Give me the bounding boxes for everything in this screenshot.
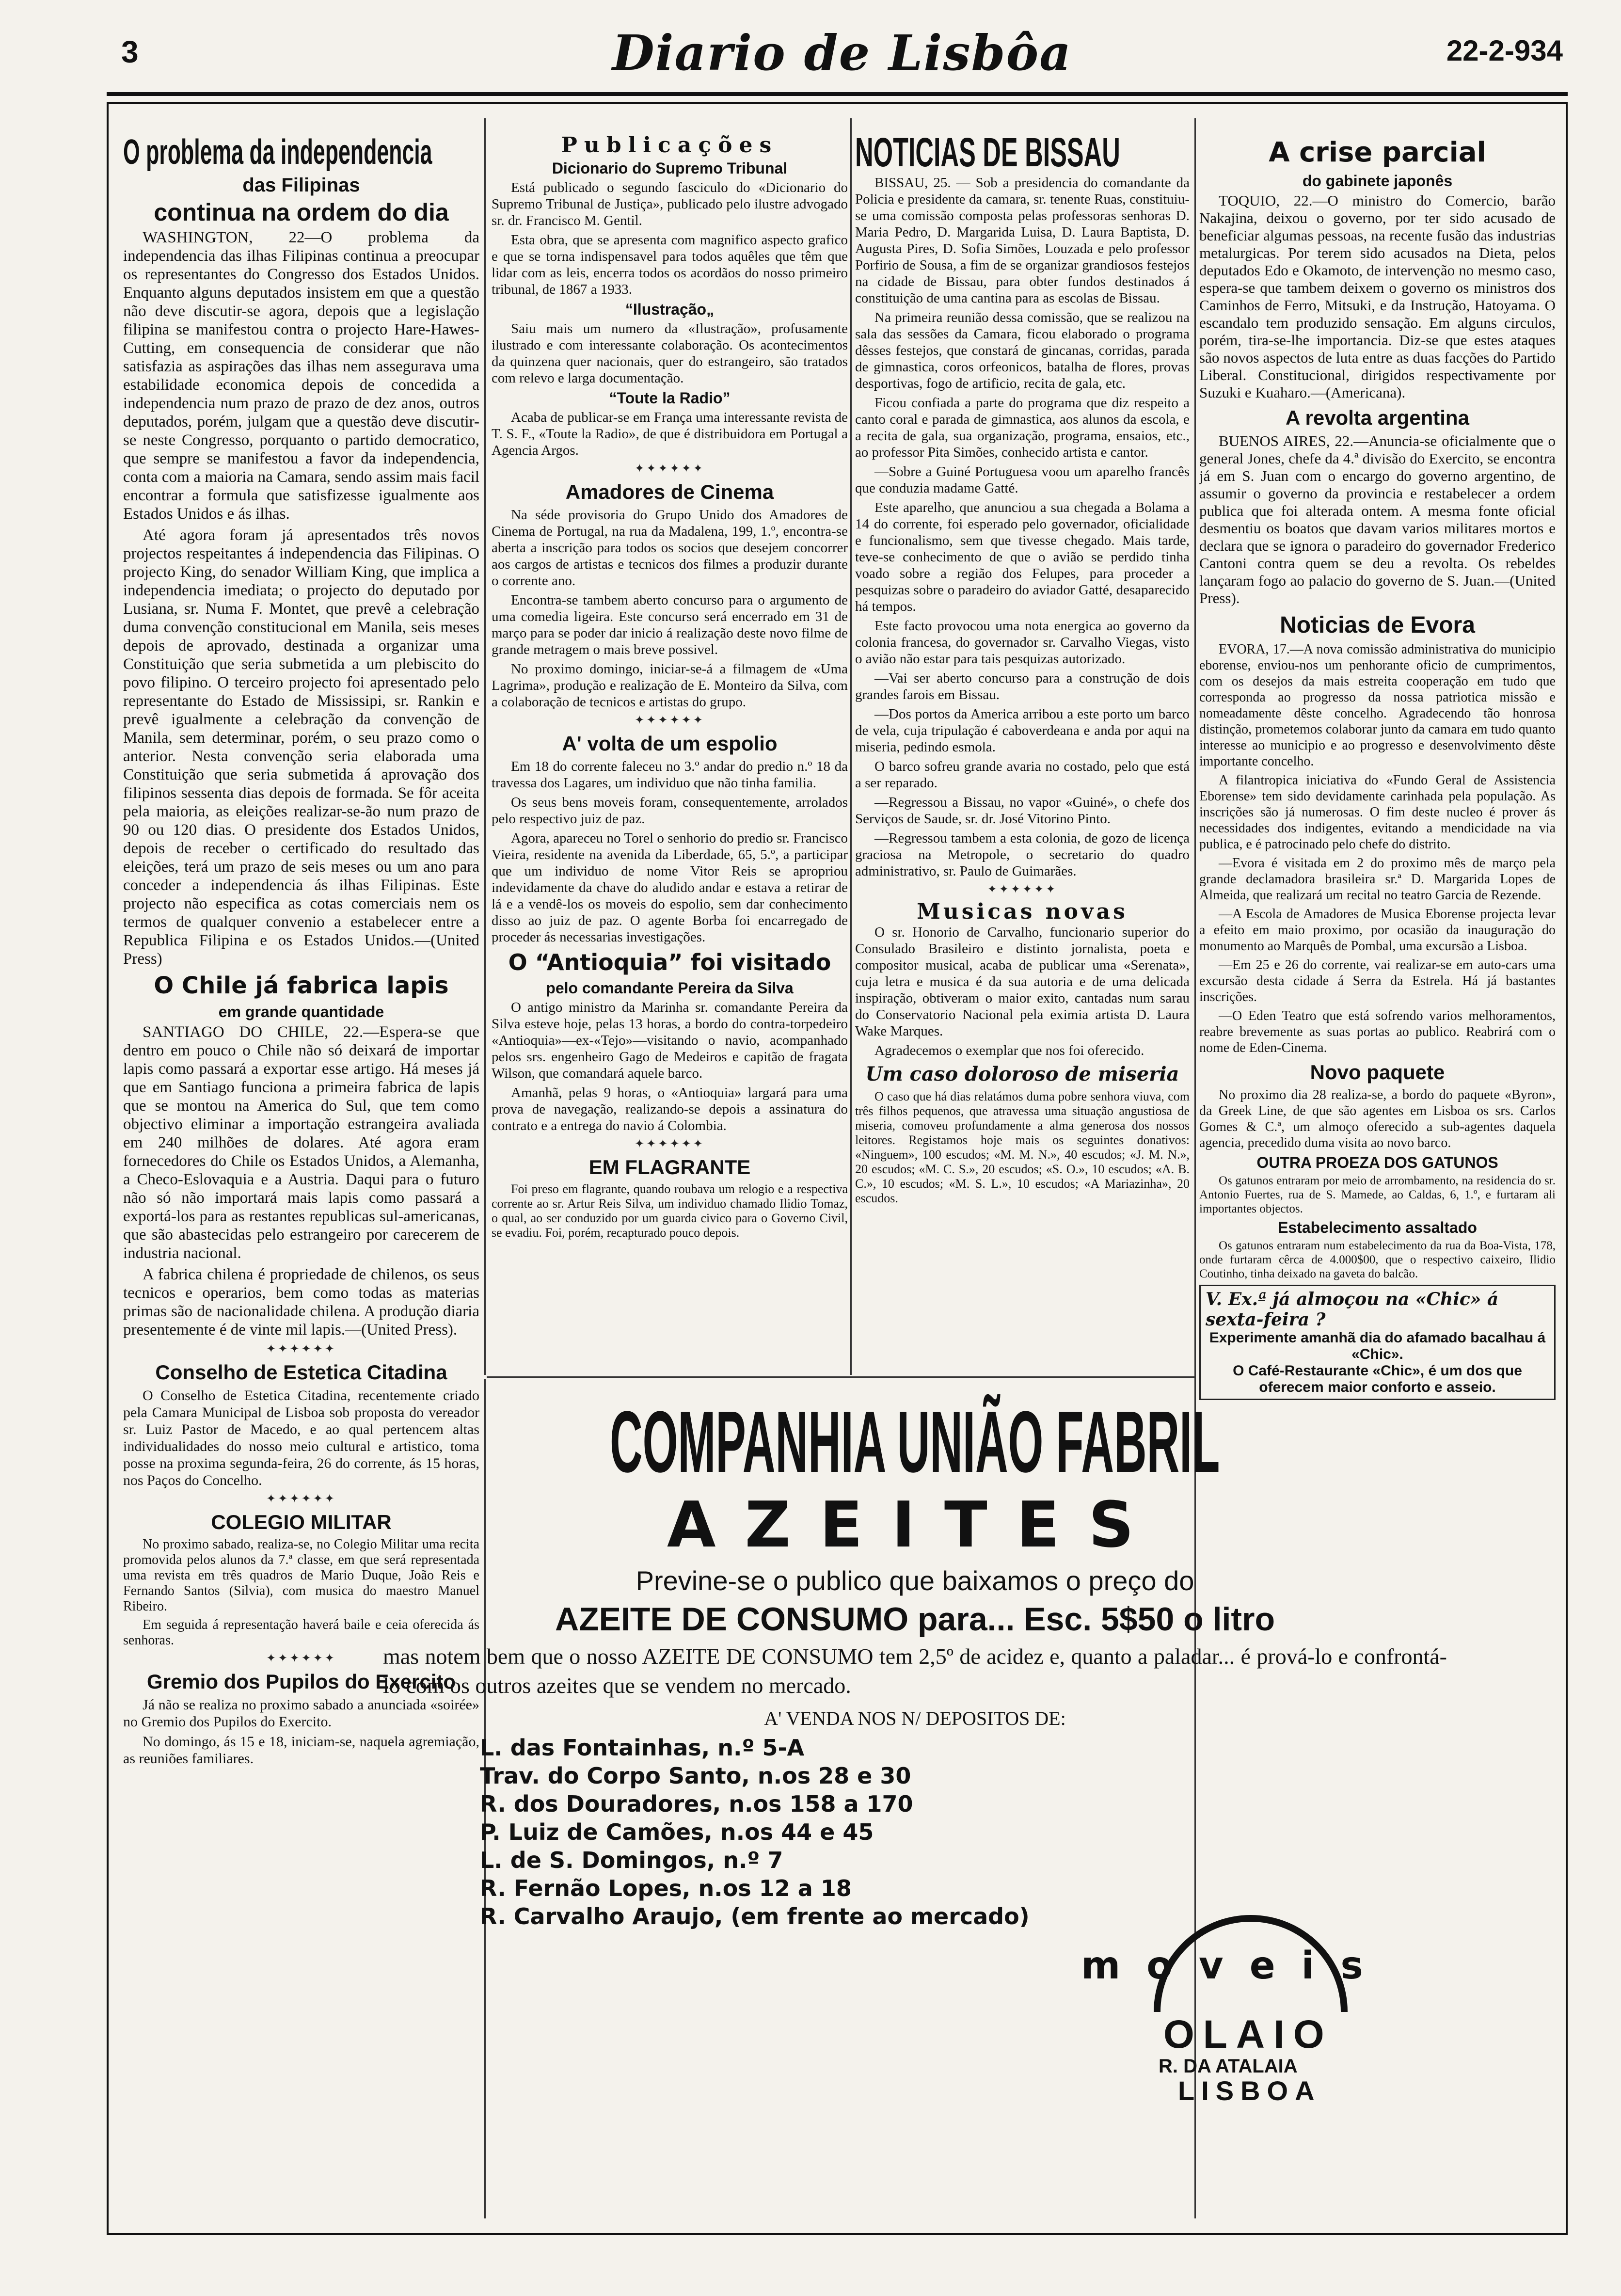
article-paragraph: Encontra-se tambem aberto concurso para o argumento de uma comedia ligeira. Este concurso será encerrado em 31 de março para se poder dar inicio á realização deste novo filme de grande metragem o mais breve possivel. xyxy=(492,592,848,657)
article-paragraph: WASHINGTON, 22—O problema da independencia das ilhas Filipinas continua a preocupar os representantes do Congresso dos Estados Unidos. Enquanto alguns deputados insistem em que a questão não deve discutir-se agora, depois que a legislação filipina se manifestou contra o projecto Hare-Hawes-Cutting, em consequencia de considerar que não satisfazia as aspirações das ilhas nem assegurava uma estabilidade economica depois de concedida a independencia num prazo de prazo de dez anos, outros deputados, porém, julgam que a questão deve discutir-se neste Congresso, porquanto o partido democratico, que sempre se manifestou a favor da independencia, conta com a maioria na Camara, sendo assim mais facil encontrar a formula que satisfizesse igualmente aos Estados Unidos e ás ilhas. xyxy=(123,229,479,523)
article-paragraph: SANTIAGO DO CHILE, 22.—Espera-se que dentro em pouco o Chile não só deixará de importar lapis como passará a exportar esse artigo. Há meses já que em Santiago funciona a primeira fabrica de lapis que se montou na America do Sul, que tem como objectivo eliminar a importação estrangeira avaliada em 240 milhões de dolares. Até agora eram fornecedores do Chile os Estados Unidos, a Alemanha, a Checo-Eslovaquia e a Austria. Daqui para o futuro não só não importará mais lapis como passará a exportá-los para as restantes republicas sul-americanas, que são abastecidas pelo estrangeiro por carecerem de industria nacional. xyxy=(123,1023,479,1262)
headline-bissau: NOTICIAS DE BISSAU xyxy=(855,133,1120,175)
article-paragraph: —Em 25 e 26 do corrente, vai realizar-se em auto-cars uma excursão desta cidade á Serra da Estrela. Há já bastantes inscrições. xyxy=(1199,957,1556,1004)
page-number: 3 xyxy=(121,34,139,69)
article-paragraph: Este facto provocou uma nota energica ao governo da colonia francesa, do governador sr. Carvalho Viegas, visto o avião não estar para tais pesquizas autorizado. xyxy=(855,618,1190,667)
headline-revolta-argentina: A revolta argentina xyxy=(1286,406,1469,429)
headline-amadores-cinema: Amadores de Cinema xyxy=(565,480,774,503)
article-paragraph: BUENOS AIRES, 22.—Anuncia-se oficialmente que o general Jones, chefe da 4.ª divisão do Exercito, se encontra já em S. Juan com o encargo do governo argentino, de assumir o governo da provincia e restabelecer a ordem publica que foi alterada ontem. A mesma fonte oficial desmentiu os boatos que davam varios militares mortos e declara que se ignora o paradeiro do governador Frederico Cantoni contra quem se deu a revolta. Os rebeldes lançaram fogo ao palacio do governo de S. Juan.—(United Press). xyxy=(1199,432,1556,606)
headline-flagrante: EM FLAGRANTE xyxy=(588,1156,751,1179)
headline-espolio: A' volta de um espolio xyxy=(562,732,778,755)
article-paragraph: O antigo ministro da Marinha sr. comandante Pereira da Silva esteve hoje, pelas 13 horas, a bordo do contra-torpedeiro «Antioquia»—ex-«Tejo»—visitando o navio, acompanhado pelos srs. engenheiro Gago de Medeiros e capitão de fragata Wilson, que comandará aquele barco. xyxy=(492,1000,848,1081)
article-paragraph: Os seus bens moveis foram, consequentemente, arrolados pelo respectivo juiz de paz. xyxy=(492,795,848,827)
article-paragraph: Na primeira reunião dessa comissão, que se realizou na sala das sessões da Camara, ficou elaborado o programa dêsses festejos, que constará de gincanas, corridas, parada de gimnastica, coros orfeonicos, batalha de flores, provas desportivas, fogo de artificio, recita de gala, etc. xyxy=(855,310,1190,391)
article-paragraph: Os gatunos entraram por meio de arrombamento, na residencia do sr. Antonio Fuertes, rua de S. Mamede, ao Caldas, 6, 1.º, e furtaram ali importantes objectos. xyxy=(1199,1174,1556,1215)
headline-crise-parcial: A crise parcial xyxy=(1269,137,1486,168)
ad-depot: P. Luiz de Camões, n.os 44 e 45 xyxy=(480,1819,874,1845)
article-paragraph: No proximo sabado, realiza-se, no Colegio Militar uma recita promovida pelos alunos da 7.ª classe, em que será representada uma revista em três quadros de Mario Duque, João Reis e Fernando Santos (Silvia), com musica do maestro Manuel Ribeiro. xyxy=(123,1537,479,1614)
article-paragraph: O sr. Honorio de Carvalho, funcionario superior do Consulado Brasileiro e distinto jornalista, poeta e compositor musical, acaba de publicar uma «Serenata», cuja letra e musica é da sua autoria e de uma delicada inspiração, obtiveram o maior exito, cantadas num sarau do Conservatorio Nacional pela eximia artista D. Laura Wake Marques. xyxy=(855,925,1190,1039)
article-paragraph: O barco sofreu grande avaria no costado, pelo que está a ser reparado. xyxy=(855,759,1190,791)
article-paragraph: —Dos portos da America arribou a este porto um barco de vela, cuja tripulação é caboverdeana e anda por aqui na miseria, pedindo esmola. xyxy=(855,706,1190,755)
headline-novo-paquete: Novo paquete xyxy=(1310,1061,1445,1084)
headline-gremio: Gremio dos Pupilos do Exercito xyxy=(146,1670,456,1693)
headline-estabelecimento: Estabelecimento assaltado xyxy=(1278,1219,1477,1236)
article-paragraph: No proximo domingo, iniciar-se-á a filmagem de «Uma Lagrima», produção e realização de E. Monteiro da Silva, com a colaboração de tecnicos e artistas do grupo. xyxy=(492,661,848,710)
article-paragraph: Já não se realiza no proximo sabado a anunciada «soirée» no Gremio dos Pupilos do Exercito. xyxy=(123,1697,479,1730)
headline-estetica: Conselho de Estetica Citadina xyxy=(155,1361,447,1384)
ad-depots-title: A' VENDA NOS N/ DEPOSITOS DE: xyxy=(764,1707,1066,1729)
ornament-divider: ✦✦✦✦✦✦ xyxy=(987,883,1058,896)
ad-depot-list xyxy=(480,1734,1447,1930)
article-paragraph: —Evora é visitada em 2 do proximo mês de março pela grande declamadora brasileira sr.ª D. Margarida Lopes de Almeida, que realizará um recital no teatro Garcia de Rezende. xyxy=(1199,856,1556,903)
ad-company-name: COMPANHIA UNIÃO FABRIL xyxy=(610,1393,1220,1491)
ad-price: AZEITE DE CONSUMO para... Esc. 5$50 o litro xyxy=(555,1601,1275,1638)
subheadline: continua na ordem do dia xyxy=(154,199,449,226)
article-paragraph: Foi preso em flagrante, quando roubava um relogio e a respectiva corrente ao sr. Artur Reis Silva, um individuo chamado Ilidio Tomaz, o qual, ao ser conduzido por um guarda civico para o Governo Civil, se evadiu. Foi, porém, recapturado pouco depois. xyxy=(492,1182,848,1240)
column-3 xyxy=(855,133,1190,1365)
article-paragraph: —Regressou a Bissau, no vapor «Guiné», o chefe dos Serviços de Saude, sr. dr. José Vitorino Pinto. xyxy=(855,795,1190,827)
article-paragraph: EVORA, 17.—A nova comissão administrativa do municipio eborense, enviou-nos um penhorante oficio de cumprimentos, com os desejos da mais estreita cooperação em tudo que corresponda ao progresso da nossa patriotica missão e nomeadamente dêste concelho. Agradecendo tão honrosa distinção, prometemos colaborar junto da camara em tudo quanto interesse ao municipio e ao progresso e desenvolvimento dêste importante concelho. xyxy=(1199,642,1556,769)
article-paragraph: Em 18 do corrente faleceu no 3.º andar do predio n.º 18 da travessa dos Lagares, um individuo que não tinha familia. xyxy=(492,759,848,791)
article-paragraph: —Regressou tambem a esta colonia, de gozo de licença graciosa na Metropole, o secretario do quadro administrativo, sr. Paulo de Guimarães. xyxy=(855,830,1190,879)
ad-notice: Previne-se o publico que baixamos o preço do xyxy=(636,1565,1194,1596)
ornament-divider: ✦✦✦✦✦✦ xyxy=(266,1493,336,1505)
issue-date: 22-2-934 xyxy=(1446,34,1563,67)
column-divider xyxy=(484,118,486,1375)
ad-depot: L. de S. Domingos, n.º 7 xyxy=(480,1847,783,1873)
article-paragraph: O Conselho de Estetica Citadina, recentemente criado pela Camara Municipal de Lisboa sob proposta do vereador sr. Luiz Pastor de Macedo, e ao qual pertencem altas individualidades do nosso meio cultural e artistico, toma posse na proxima segunda-feira, 26 do corrente, ás 15 horas, nos Paços do Concelho. xyxy=(123,1387,479,1488)
olaio-brand: OLAIO xyxy=(1163,2012,1333,2057)
article-paragraph: Os gatunos entraram num estabelecimento da rua da Boa-Vista, 178, onde furtaram cêrca de 4.000$00, que o respectivo caixeiro, Ilidio Coutinho, tinha deixado na gaveta do balcão. xyxy=(1199,1239,1556,1280)
subheadline: das Filipinas xyxy=(242,175,360,196)
ornament-divider: ✦✦✦✦✦✦ xyxy=(635,714,705,727)
olaio-address: R. DA ATALAIA xyxy=(1159,2056,1298,2077)
masthead-rule xyxy=(107,92,1568,96)
ad-depot: R. Carvalho Araujo, (em frente ao mercado) xyxy=(480,1903,1030,1929)
olaio-advertisement xyxy=(1081,1915,1449,2106)
ornament-divider: ✦✦✦✦✦✦ xyxy=(266,1652,336,1665)
olaio-moveis: moveis xyxy=(1081,1944,1389,1988)
ad-depot: L. das Fontainhas, n.º 5-A xyxy=(480,1735,805,1761)
article-paragraph: Saiu mais um numero da «Ilustração», profusamente ilustrado e com interessante colaboração. Os acontecimentos da quinzena quer nacionais, quer do estrangeiro, são tratados com relevo e larga documentação. xyxy=(492,321,848,386)
subheadline: pelo comandante Pereira da Silva xyxy=(546,979,794,997)
headline-filipinas: O problema da independencia xyxy=(123,133,432,172)
ad-depot: Trav. do Corpo Santo, n.os 28 e 30 xyxy=(480,1763,911,1789)
ad-depot: R. Fernão Lopes, n.os 12 a 18 xyxy=(480,1875,852,1901)
column-2 xyxy=(492,133,848,1365)
article-paragraph: —Vai ser aberto concurso para a construção de dois grandes farois em Bissau. xyxy=(855,670,1190,702)
headline-evora: Noticias de Evora xyxy=(1280,612,1475,638)
article-paragraph: A filantropica iniciativa do «Fundo Geral de Assistencia Eborense» tem sido devidamente carinhada pela população. As inscrições são já numerosas. O fim deste nucleo é prover ás necessidades dos indigentes, evitando a mendicidade na via publica, e é patrocinado pelo chefe do distrito. xyxy=(1199,773,1556,852)
article-paragraph: Este aparelho, que anunciou a sua chegada a Bolama a 14 do corrente, foi esperado pelo governador, oficialidade e funcionalismo, sem que tivesse chegado. Mais tarde, teve-se conhecimento de que o avião se perdido tinha voado sobre a região dos Felupes, para proceder a pesquizas sobre o paradeiro do aviador Gatté, desaparecido há tempos. xyxy=(855,500,1190,614)
ad-depot: R. dos Douradores, n.os 158 a 170 xyxy=(480,1791,913,1817)
article-paragraph: No proximo dia 28 realiza-se, a bordo do paquete «Byron», da Greek Line, de que são agentes em Lisboa os srs. Carlos Gomes & C.ª, um almoço oferecido a sub-agentes daquela agencia, precedido duma visita ao novo barco. xyxy=(1199,1087,1556,1150)
newspaper-title: Diario de Lisbôa xyxy=(612,24,1072,81)
masthead xyxy=(121,24,1563,81)
article-paragraph: A fabrica chilena é propriedade de chilenos, os seus tecnicos e operarios, bem como todas as materias primas são de nacionalidade chilena. A produção diaria presentemente é de vinte mil lapis.—(United Press). xyxy=(123,1266,479,1339)
headline-caso-doloroso: Um caso doloroso de miseria xyxy=(865,1063,1179,1085)
article-paragraph: Até agora foram já apresentados três novos projectos respeitantes á independencia das Filipinas. O projecto King, do senador William King, que implica a independencia imediata; o projecto do deputado por Lusiana, sr. Numa F. Montet, que prevê a celebração duma convenção constitucional em Manila, seis meses depois de aprovado, destinada a organizar uma Constituição que seria submetida a um plebiscito do povo filipino. O terceiro projecto foi apresentado pelo representante do Estado de Mississipi, sr. Rankin e prevê igualmente a celebração da convenção de Manila, sem determinar, porém, o seu prazo como o anterior. Nesta convenção seria elaborada uma Constituição que seria submetida á aprovação dos filipinos sessenta dias depois de formada. Se fôr aceita pela maioria, as eleições realizar-se-ão num prazo de 90 ou 120 dias. O presidente dos Estados Unidos, depois de receber o certificado do resultado das eleições, terá um prazo de seis meses ou um ano para conceder a independencia ás ilhas Filipinas. Este projecto não especifica as cotas comerciais nem os termos de qualquer convenio a estabelecer entre a Republica Filipina e os Estados Unidos.—(United Press) xyxy=(123,526,479,968)
subheadline: em grande quantidade xyxy=(218,1003,384,1020)
ad-body: mas notem bem que o nosso AZEITE DE CONSUMO tem 2,5º de acidez e, quanto a paladar... é prová-lo e confrontá-lo com os outros azeites que se vendem no mercado. xyxy=(383,1644,1447,1698)
article-paragraph: Agradecemos o exemplar que nos foi oferecido. xyxy=(874,1043,1144,1058)
column-divider xyxy=(850,118,852,1375)
headline-ilustracao: “Ilustração„ xyxy=(625,301,715,318)
article-paragraph: —O Eden Teatro que está sofrendo varios melhoramentos, reabre brevemente as suas portas ao publico. Reabrirá com o nome de Eden-Cinema. xyxy=(1199,1008,1556,1055)
headline-gatunos: OUTRA PROEZA DOS GATUNOS xyxy=(1256,1154,1498,1171)
article-paragraph: Está publicado o segundo fasciculo do «Dicionario do Supremo Tribunal de Justiça», publicado pelo ilustre advogado sr. dr. Francisco M. Gentil. xyxy=(492,180,848,228)
ad-top-rule xyxy=(487,1376,1194,1378)
headline-antioquia: O “Antioquia” foi visitado xyxy=(508,949,831,975)
article-paragraph: Na séde provisoria do Grupo Unido dos Amadores de Cinema de Portugal, na rua da Madalena, 199, 1.º, encontra-se aberta a inscrição para todos os socios que desejem concorrer aos cargos de artistas e tecnicos dos filmes a produzir durante o corrente ano. xyxy=(492,507,848,589)
headline-toute-la-radio: “Toute la Radio” xyxy=(609,389,731,407)
article-paragraph: —Sobre a Guiné Portuguesa voou um aparelho francês que conduzia madame Gatté. xyxy=(855,464,1190,496)
article-paragraph: TOQUIO, 22.—O ministro do Comercio, barão Nakajina, deixou o governo, por ter sido acusado de beneficiar algumas pessoas, na recente fusão das industrias metalurgicas. Por terem sido acusados na Dieta, pelos deputados Edo e Okamoto, de intervenção no mesmo caso, espera-se que tambem deixem o governo os ministros dos Caminhos de Ferro, Mitsuki, e da Instrução, Hatoyama. O escandalo tem produzido sensação. Em alguns circulos, porém, tira-se-lhe importancia. Diz-se que estes ataques são novos aspectos de luta entre as duas facções do Partido Liberal. Constitucional, dirigidos respectivamente por Suzuki e Kuaharo.—(Americana). xyxy=(1199,192,1556,401)
ornament-divider: ✦✦✦✦✦✦ xyxy=(635,1138,705,1150)
chic-question: V. Ex.ª já almoçou na «Chic» á sexta-feira ? xyxy=(1206,1289,1499,1330)
ornament-divider: ✦✦✦✦✦✦ xyxy=(635,462,705,475)
subheadline: do gabinete japonês xyxy=(1302,172,1453,190)
chic-advertisement xyxy=(1199,1285,1556,1400)
chic-offer: Experimente amanhã dia do afamado bacalhau á «Chic». xyxy=(1209,1330,1546,1362)
ad-product: AZEITES xyxy=(667,1488,1163,1562)
article-paragraph: Amanhã, pelas 9 horas, o «Antioquia» largará para uma prova de navegação, realizando-se depois a assinatura do contrato e a entrega do navio á Colombia. xyxy=(492,1085,848,1133)
article-paragraph: Acaba de publicar-se em França uma interessante revista de T. S. F., «Toute la Radio», de que é distribuidora em Portugal a Agencia Argos. xyxy=(492,410,848,458)
headline-chile: O Chile já fabrica lapis xyxy=(154,972,449,999)
article-paragraph: —A Escola de Amadores de Musica Eborense projecta levar a efeito em maio proximo, por ocasião da inauguração do monumento ao Marquês de Pombal, uma excursão a Lisboa. xyxy=(1199,907,1556,954)
headline-publicacoes: Publicações xyxy=(561,133,779,158)
article-paragraph: Esta obra, que se apresenta com magnifico aspecto grafico e que se torna indispensavel para todos aquêles que têm que lidar com as leis, encerra todos os acordãos do nosso primeiro tribunal, de 1867 a 1933. xyxy=(492,232,848,297)
subheadline: Dicionario do Supremo Tribunal xyxy=(552,159,788,177)
headline-colegio: COLEGIO MILITAR xyxy=(211,1511,392,1533)
article-paragraph: O caso que há dias relatámos duma pobre senhora viuva, com três filhos pequenos, que atravessa uma situação angustiosa de miseria, comoveu profundamente a alma generosa dos nossos leitores. Registamos hoje mais os seguintes donativos: «Ninguem», 100 escudos; «M. M. N.», 40 escudos; «J. M. N.», 20 escudos; «M. C. S.», 20 escudos; «S. O.», 10 escudos; «A. B. C.», 10 escudos; «M. S. L.», 10 escudos; «A Mariazinha», 20 escudos. xyxy=(855,1089,1190,1205)
article-paragraph: Em seguida á representação haverá baile e ceia oferecida ás senhoras. xyxy=(123,1617,479,1648)
ornament-divider: ✦✦✦✦✦✦ xyxy=(266,1343,336,1355)
article-paragraph: Ficou confiada a parte do programa que diz respeito a canto coral e parada de gimnastica, aos alunos da escola, e a recita de gala, sua organização, programa, ensaios, etc., ao professor Pita Simões, conhecido artista e cantor. xyxy=(855,395,1190,460)
headline-musicas-novas: Musicas novas xyxy=(917,899,1128,924)
article-paragraph: No domingo, ás 15 e 18, iniciam-se, naquela agremiação, as reuniões familiares. xyxy=(123,1734,479,1767)
article-paragraph: BISSAU, 25. — Sob a presidencia do comandante da Policia e presidente da camara, sr. tenente Ruas, constituiu-se uma comissão composta pelas professoras senhoras D. Maria Pedro, D. Margarida Luisa, D. Laura Baptista, D. Augusta Pires, D. Sofia Simões, Louzada e pelo professor Porfirio de Sousa, a fim de se organizar grandiosos festejos na cidade de Bissau, para obter fundos destinados á constituição de uma cantina para as escolas de Bissau. xyxy=(855,175,1190,306)
chic-tagline: O Café-Restaurante «Chic», é um dos que oferecem maior conforto e asseio. xyxy=(1233,1363,1522,1395)
olaio-city: LISBOA xyxy=(1178,2075,1321,2106)
article-paragraph: Agora, apareceu no Torel o senhorio do predio sr. Francisco Vieira, residente na avenida da Liberdade, 65, 5.º, a participar que um individuo de nome Vitor Reis se apropriou indevidamente da chave do aludido andar e estava a retirar de lá e a vendê-los os moveis do espolio, sem dar conhecimento disso ao juiz de paz. O agente Borba foi encarregado de proceder ás necessarias investigações. xyxy=(492,830,848,945)
